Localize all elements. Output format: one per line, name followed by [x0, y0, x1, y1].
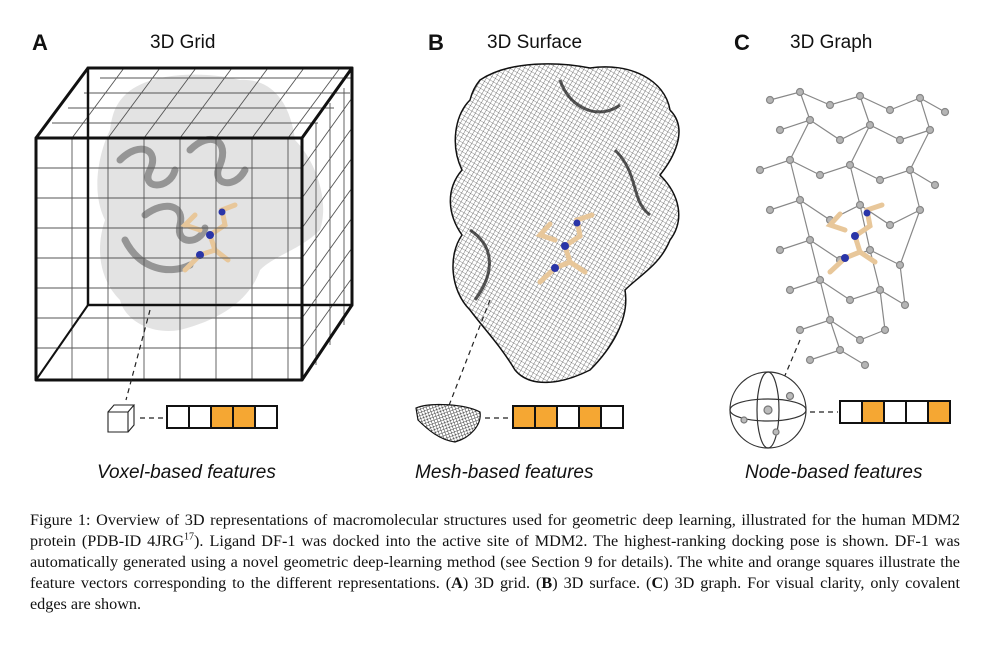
caption-prefix: Figure 1: [30, 511, 91, 529]
feature-cell [167, 406, 189, 428]
feature-cell [601, 406, 623, 428]
caption-c: C [651, 574, 664, 592]
panel-c-title: 3D Graph [790, 32, 873, 53]
panel-a-feature-label: Voxel-based features [97, 462, 276, 483]
panel-b-letter: B [428, 30, 444, 55]
mesh-patch-icon [416, 405, 480, 442]
caption-text-5: ) 3D graph. For visual clarity, only covalent edges are shown. [30, 574, 960, 613]
feature-vector-b [513, 406, 623, 428]
panel-c-feature-label: Node-based features [745, 462, 923, 483]
caption-a: A [451, 574, 463, 592]
caption-text-4: ) 3D surface. ( [552, 574, 652, 592]
feature-vector-c [840, 401, 950, 423]
feature-vector-a [167, 406, 277, 428]
voxel-grid-illustration [36, 68, 352, 432]
feature-cell [579, 406, 601, 428]
feature-cell [862, 401, 884, 423]
feature-cell [906, 401, 928, 423]
panel-b-title: 3D Surface [487, 32, 583, 53]
voxel-cube-icon [108, 405, 134, 432]
panel-c-letter: C [734, 30, 750, 55]
caption-b: B [541, 574, 553, 592]
panel-a-title: 3D Grid [150, 32, 216, 53]
caption-text-2: ). Ligand DF-1 was docked into the active site of MDM2. The highest-ranking docking pose is shown. DF-1 was automatically generated using a novel geometric deep-learning method (see Section 9 for details). The white and orange squares illustrate the feature vectors corresponding to the different representations. ( [30, 532, 960, 592]
feature-cell [535, 406, 557, 428]
panel-b-feature-label: Mesh-based features [415, 462, 594, 483]
caption-ref: 17 [184, 531, 195, 543]
node-sphere-icon [730, 372, 806, 448]
mesh-surface-illustration [416, 64, 679, 442]
feature-cell [255, 406, 277, 428]
protein-graph-c [757, 89, 949, 369]
feature-cell [884, 401, 906, 423]
feature-cell [928, 401, 950, 423]
protein-surface-a [97, 75, 323, 331]
graph-illustration [730, 89, 949, 449]
feature-cell [513, 406, 535, 428]
feature-cell [189, 406, 211, 428]
figure-caption [30, 510, 960, 615]
feature-cell [557, 406, 579, 428]
feature-cell [211, 406, 233, 428]
feature-cell [840, 401, 862, 423]
panel-a-letter: A [32, 30, 48, 55]
protein-mesh-b [450, 64, 679, 383]
caption-text-1: Overview of 3D representations of macromolecular structures used for geometric deep learning, illustrated for the human MDM2 protein (PDB-ID 4JRG [30, 511, 961, 550]
feature-cell [233, 406, 255, 428]
caption-text-3: ) 3D grid. ( [462, 574, 542, 592]
